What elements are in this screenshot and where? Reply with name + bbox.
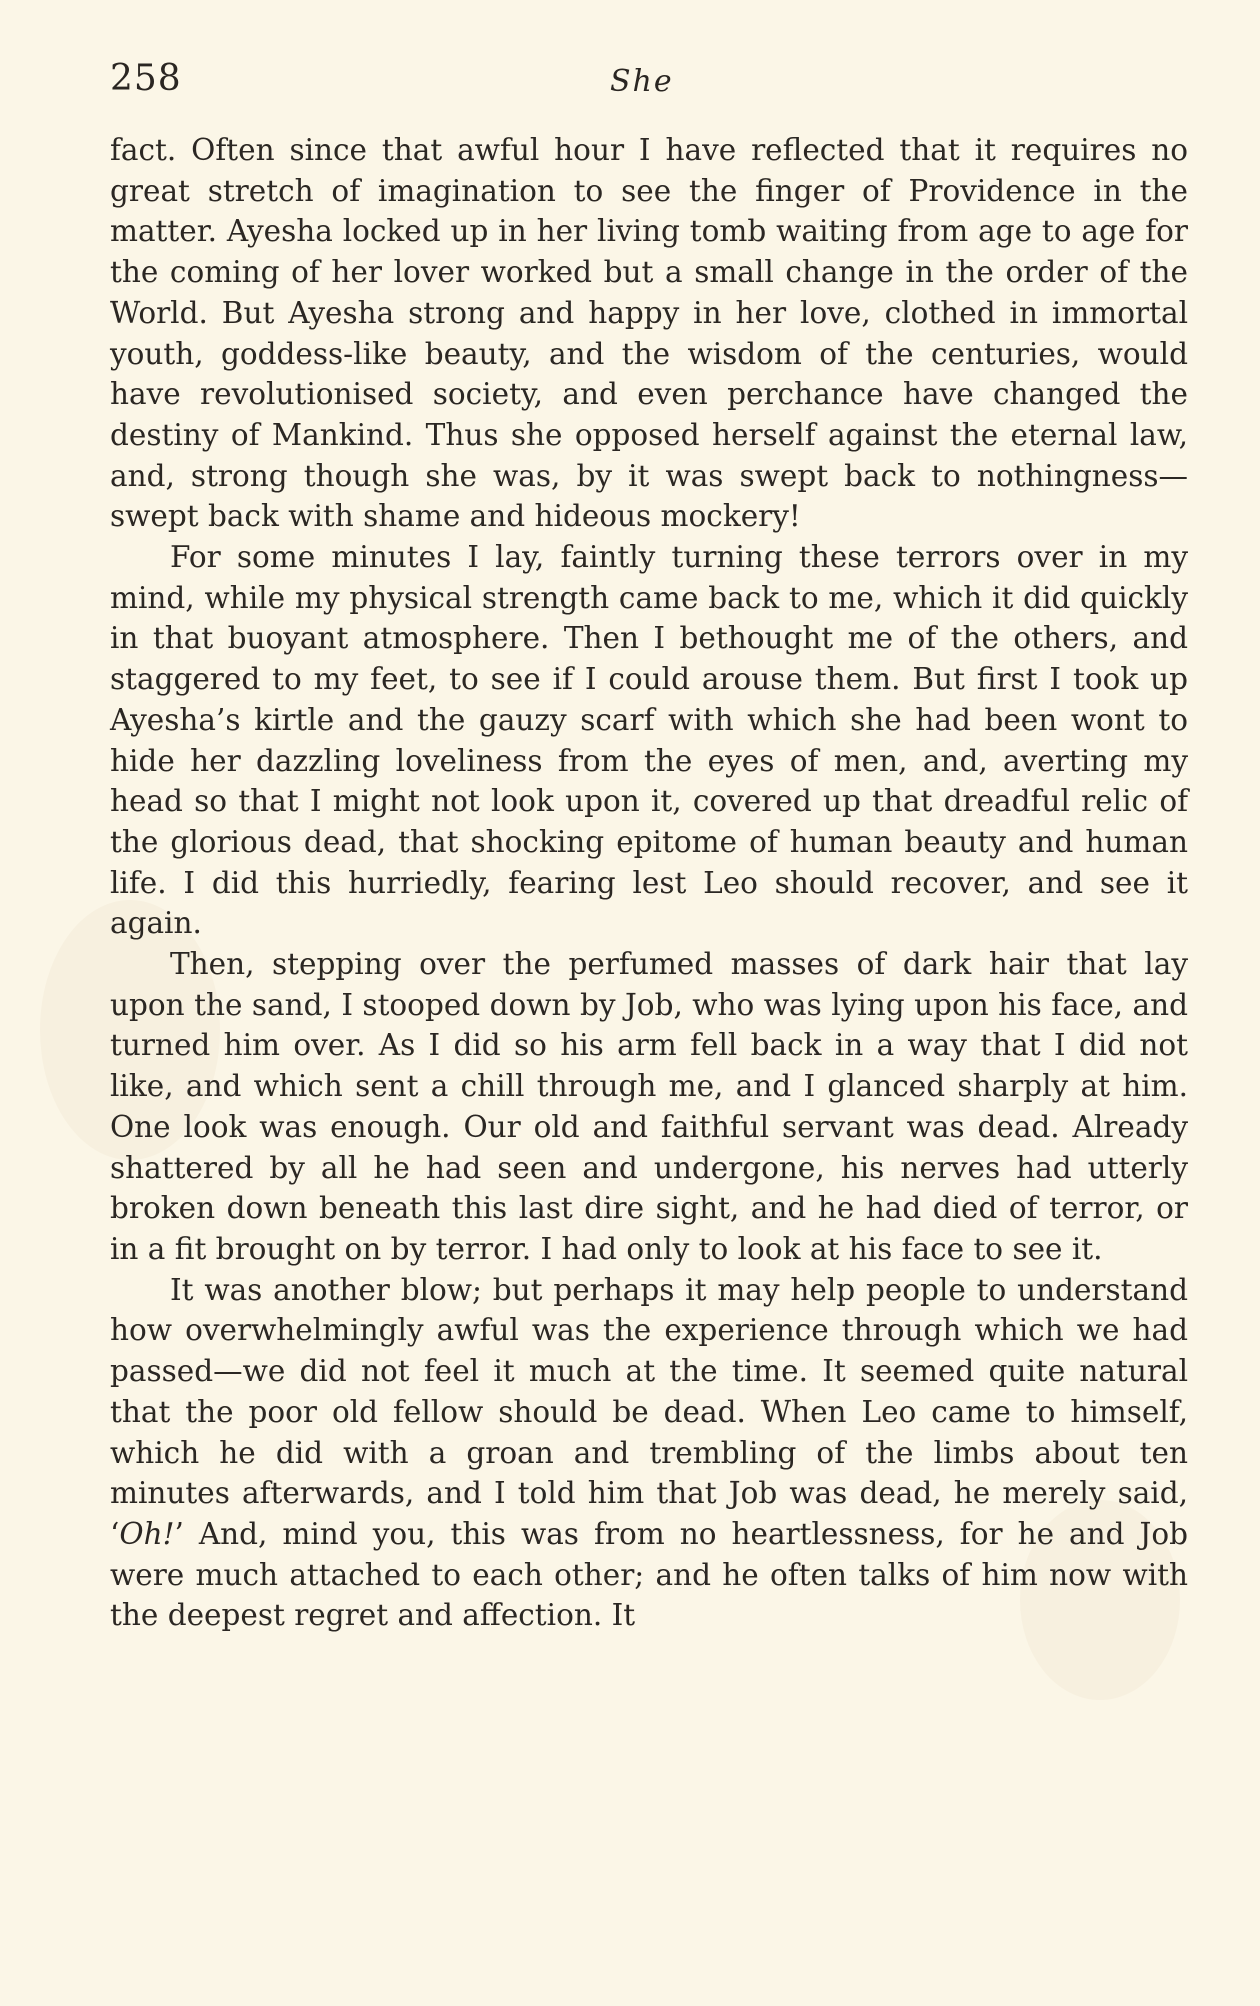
paragraph-text: It was another blow; but perhaps it may help people to understand how overwhelmingly awful was the experience through which we had passed—we did not feel it much at the time. It seemed quite natural that the poor old fellow should be dead. When Leo came to himself, which he did with a groan and trembling of the limbs about ten minutes afterwards, and I told him that Job was dead, he merely said, ‘	[110, 1272, 1188, 1551]
paragraph-text: ’ And, mind you, this was from no heartlessness, for he and Job were much attached to each other; and he often talks of him now with the deepest regret and affection. It	[110, 1516, 1188, 1633]
italic-exclamation: Oh!	[119, 1516, 175, 1551]
page-number: 258	[110, 58, 182, 99]
paragraph: For some minutes I lay, faintly turning these terrors over in my mind, while my physical strength came back to me, which it did quickly in that buoyant atmosphere. Then I bethought me of the others, and staggered to my feet, to see if I could arouse them. But first I took up Ayesha’s kirtle and the gauzy scarf with which she had been wont to hide her dazzling loveliness from the eyes of men, and, averting my head so that I might not look upon it, covered up that dreadful relic of the glorious dead, that shocking epitome of human beauty and human life. I did this hurriedly, fearing lest Leo should recover, and see it again.	[110, 540, 1188, 941]
paragraph: Then, stepping over the perfumed masses of dark hair that lay upon the sand, I stooped down by Job, who was lying upon his face, and turned him over. As I did so his arm fell back in a way that I did not like, and which sent a chill through me, and I glanced sharply at him. One look was enough. Our old and faithful servant was dead. Already shattered by all he had seen and undergone, his nerves had utterly broken down beneath this last dire sight, and he had died of terror, or in a fit brought on by terror. I had only to look at his face to see it.	[110, 947, 1188, 1266]
running-title: She	[610, 64, 674, 99]
body-text	[110, 130, 1188, 1636]
paragraph	[110, 1270, 1188, 1636]
paragraph: fact. Often since that awful hour I have reflected that it requires no great stretch of imagination to see the finger of Providence in the matter. Ayesha locked up in her living tomb waiting from age to age for the coming of her lover worked but a small change in the order of the World. But Ayesha strong and happy in her love, clothed in immortal youth, goddess-like beauty, and the wisdom of the centuries, would have revolutionised society, and even perchance have changed the destiny of Mankind. Thus she opposed herself against the eternal law, and, strong though she was, by it was swept back to nothingness—swept back with shame and hideous mockery!	[110, 133, 1188, 534]
running-head	[110, 58, 1190, 110]
